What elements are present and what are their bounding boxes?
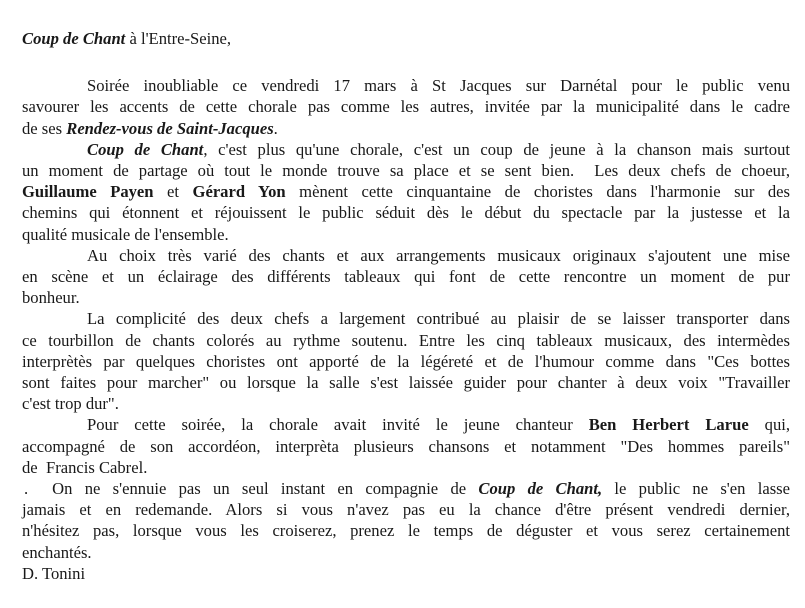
paragraph-1-line-2 — [22, 96, 790, 117]
text-run: On ne s'ennuie pas un seul instant en compagnie de — [52, 479, 479, 499]
text-run: et — [153, 182, 193, 202]
emphasized-text: Coup de Chant, — [478, 479, 603, 499]
paragraph-2-line-4 — [22, 202, 790, 223]
text-run: jamais et en redemande. Alors si vous n'avez pas eu la chance d'être présent vendredi dernier, — [22, 500, 790, 520]
text-run: qualité musicale de l'ensemble. — [22, 224, 229, 244]
paragraph-3-line-3 — [22, 287, 790, 308]
paragraph-5-line-3 — [22, 457, 790, 478]
text-run: sont faites pour marcher" ou lorsque la salle s'est laissée guider pour chanter à deux voix "Travailler — [22, 373, 790, 393]
text-run: à l'Entre-Seine, — [125, 29, 232, 48]
text-run: ce tourbillon de chants colorés au rythme soutenu. Entre les cinq tableaux musicaux, des intermèdes — [22, 330, 790, 350]
signature: D. Tonini — [22, 563, 86, 583]
paragraph-2-line-3 — [22, 181, 790, 202]
emphasized-text: Coup de Chant — [87, 139, 204, 159]
text-run: un moment de partage où tout le monde trouve sa place et se sent bien. Les deux chefs de choeur, — [22, 161, 790, 181]
paragraph-2-line-2 — [22, 160, 790, 181]
text-run: . — [24, 479, 29, 499]
paragraph-5-line-1 — [22, 414, 790, 435]
paragraph-4-line-5 — [22, 393, 790, 414]
paragraph-6-line-1 — [22, 478, 790, 499]
paragraph-4-line-4 — [22, 372, 790, 393]
text-run: savourer les accents de cette chorale pas comme les autres, invitée par la municipalité dans le cadre — [22, 97, 790, 117]
text-run: Au choix très varié des chants et aux arrangements musicaux originaux s'ajoutent une mise — [87, 245, 790, 265]
text-run: interprètès par quelques choristes ont apporté de la légéreté et de l'humour comme dans "Ces bottes — [22, 351, 790, 371]
paragraph-6-line-3 — [22, 520, 790, 541]
text-run: qui, — [748, 415, 790, 435]
text-run: de ses — [22, 118, 67, 138]
paragraph-1-line-1 — [22, 75, 790, 96]
text-run: en scène et un éclairage des différents tableaux qui font de cette rencontre un moment de pur — [22, 267, 790, 287]
paragraph-4-line-2 — [22, 330, 790, 351]
text-run: . — [273, 118, 278, 138]
paragraph-2-line-5 — [22, 224, 790, 245]
text-run: bonheur. — [22, 288, 80, 308]
paragraph-3-line-1 — [22, 245, 790, 266]
text-run: n'hésitez pas, lorsque vous les croiserez, prenez le temps de déguster et vous serez certainement — [22, 521, 790, 541]
paragraph-6-line-2 — [22, 499, 790, 520]
text-run: Soirée inoubliable ce vendredi 17 mars à St Jacques sur Darnétal pour le public venu — [87, 76, 790, 96]
paragraph-4-line-3 — [22, 351, 790, 372]
text-run: Pour cette soirée, la chorale avait invité le jeune chanteur — [87, 415, 589, 435]
document-body — [22, 75, 790, 563]
paragraph-4-line-1 — [22, 308, 790, 329]
paragraph-3-line-2 — [22, 266, 790, 287]
emphasized-text: Coup de Chant — [22, 29, 126, 48]
emphasized-text: Ben Herbert Larue — [588, 415, 749, 435]
text-run: , c'est plus qu'une chorale, c'est un coup de jeune à la chanson mais surtout — [203, 139, 790, 159]
text-run: La complicité des deux chefs a largement contribué au plaisir de se laisser transporter dans — [87, 309, 790, 329]
paragraph-2-line-1 — [22, 139, 790, 160]
emphasized-text: Gérard Yon — [192, 182, 286, 202]
text-run: le public ne s'en lasse — [602, 479, 790, 499]
emphasized-text: Rendez-vous de Saint-Jacques — [66, 118, 274, 138]
text-run: mènent cette cinquantaine de choristes dans l'harmonie sur des — [285, 182, 790, 202]
document-title — [22, 28, 790, 49]
text-run: chemins qui étonnent et réjouissent le public séduit dès le début du spectacle par la justesse et la — [22, 203, 790, 223]
text-run: enchantés. — [22, 542, 92, 562]
text-run: c'est trop dur". — [22, 394, 119, 414]
emphasized-text: Guillaume Payen — [22, 182, 154, 202]
paragraph-1-line-3 — [22, 118, 790, 139]
paragraph-5-line-2 — [22, 436, 790, 457]
text-run: de Francis Cabrel. — [22, 457, 148, 477]
text-run: accompagné de son accordéon, interprèta plusieurs chansons et notamment "Des hommes pareils" — [22, 436, 790, 456]
paragraph-6-line-4 — [22, 542, 790, 563]
